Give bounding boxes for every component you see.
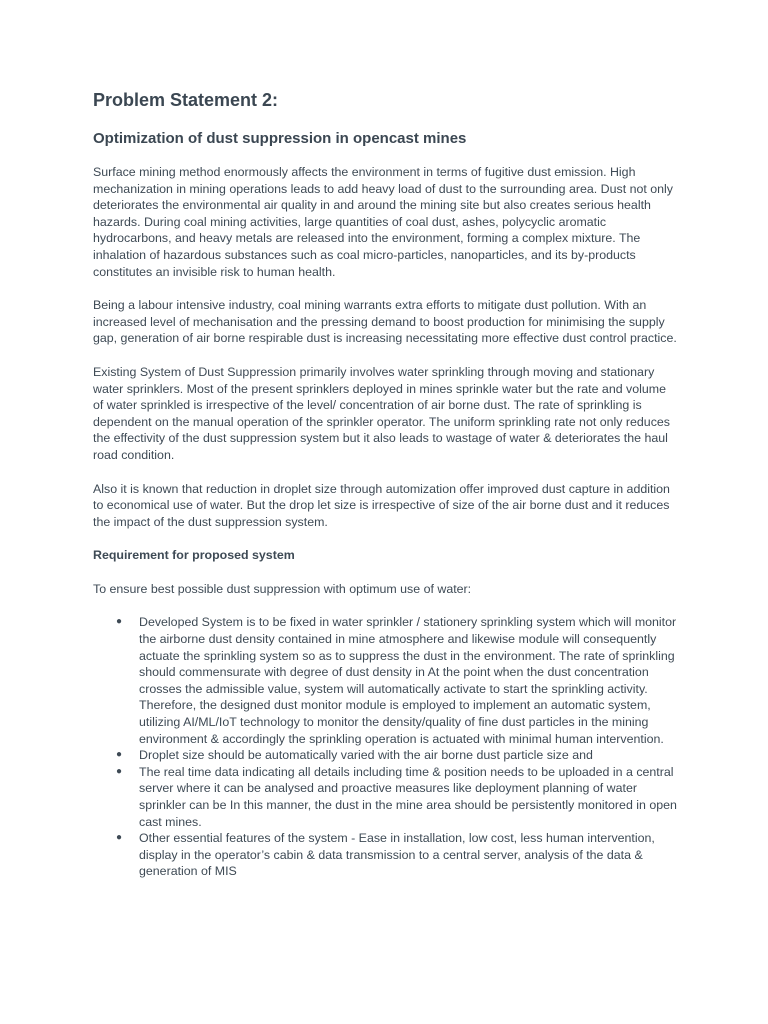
document-page: [93, 88, 677, 880]
bullet-icon: ●: [116, 765, 123, 777]
document-subtitle: Optimization of dust suppression in opencast mines: [93, 130, 467, 147]
paragraph-existing-system: Existing System of Dust Suppression primarily involves water sprinkling through moving and stationary water sprinklers. Most of the present sprinklers deployed in mines sprinkle water but the rate and volume of water sprinkled is irrespective of the level/ concentration of air borne dust. The rate of sprinkling is dependent on the manual operation of the sprinkler operator. The uniform sprinkling rate not only reduces the effectivity of the dust suppression system but it also leads to wastage of water & deteriorates the haul road condition.: [93, 364, 670, 462]
list-item-text: Developed System is to be fixed in water sprinkler / stationery sprinkling system which will monitor the airborne dust density contained in mine atmosphere and likewise module will consequently actuate the sprinkling system so as to suppress the dust in the environment. The rate of sprinkling should commensurate with degree of dust density in At the point when the dust concentration crosses the admissible value, system will automatically activate to start the sprinkling activity. Therefore, the designed dust monitor module is employed to implement an automatic system, utilizing AI/ML/IoT technology to monitor the density/quality of fine dust particles in the mining environment & accordingly the sprinkling operation is actuated with minimal human intervention.: [139, 615, 677, 746]
paragraph-labour: Being a labour intensive industry, coal mining warrants extra efforts to mitigate dust pollution. With an increased level of mechanisation and the pressing demand to boost production for minimising the supply gap, generation of air borne respirable dust is increasing necessitating more effective dust control practice.: [93, 298, 677, 346]
list-item: [93, 830, 677, 880]
list-item: [93, 614, 677, 747]
requirement-intro: To ensure best possible dust suppression with optimum use of water:: [93, 581, 472, 596]
paragraph-droplet-size: Also it is known that reduction in droplet size through automization offer improved dust capture in addition to economical use of water. But the drop let size is irrespective of size of the air borne dust and it reduces the impact of the dust suppression system.: [93, 481, 670, 529]
list-item-text: Droplet size should be automatically varied with the air borne dust particle size and: [139, 748, 593, 763]
bullet-icon: ●: [116, 832, 123, 844]
document-title: Problem Statement 2:: [93, 90, 279, 110]
bullet-icon: ●: [116, 616, 123, 628]
requirement-heading: Requirement for proposed system: [93, 548, 295, 563]
bullet-icon: ●: [116, 749, 123, 761]
list-item-text: Other essential features of the system - Ease in installation, low cost, less human intervention, display in the operator’s cabin & data transmission to a central server, analysis of the data & generation of MIS: [139, 831, 655, 879]
paragraph-intro: Surface mining method enormously affects the environment in terms of fugitive dust emission. High mechanization in mining operations leads to add heavy load of dust to the surrounding area. Dust not only deteriorates the environmental air quality in and around the mining site but also creates serious health hazards. During coal mining activities, large quantities of coal dust, ashes, polycyclic aromatic hydrocarbons, and heavy metals are released into the environment, forming a complex mixture. The inhalation of hazardous substances such as coal micro-particles, nanoparticles, and its by-products constitutes an invisible risk to human health.: [93, 165, 673, 279]
list-item: [93, 747, 677, 764]
requirement-list: [93, 614, 677, 880]
list-item-text: The real time data indicating all details including time & position needs to be uploaded in a central server where it can be analysed and proactive measures like deployment planning of water sprinkler can be In this manner, the dust in the mine area should be persistently monitored in open cast mines.: [139, 764, 677, 829]
list-item: [93, 764, 677, 830]
